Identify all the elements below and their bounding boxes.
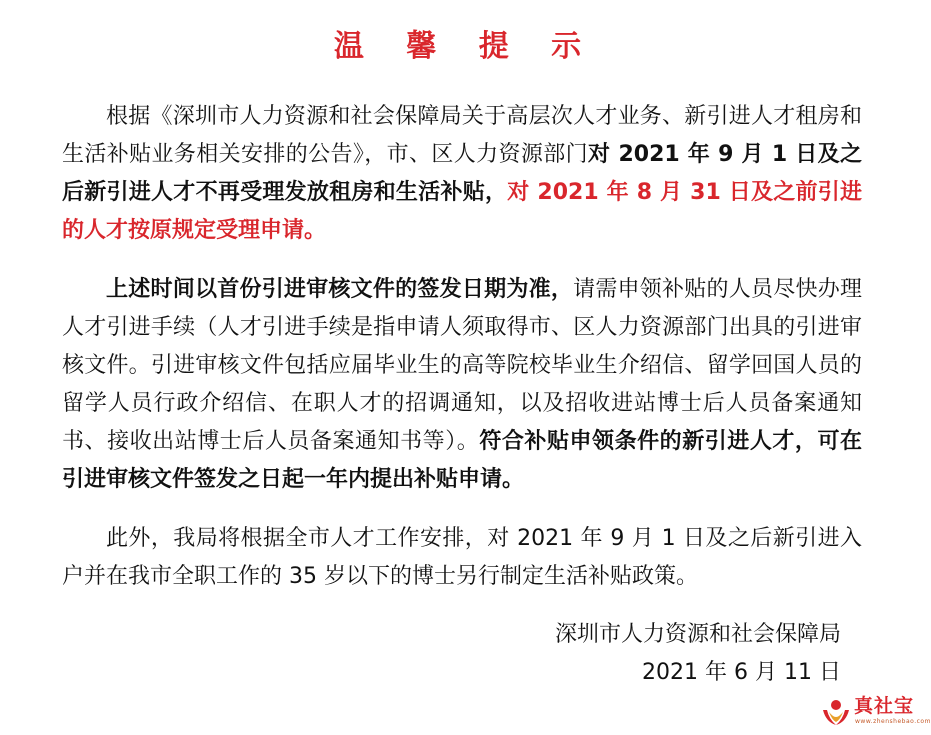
notice-title: 温 馨 提 示 <box>333 29 598 64</box>
hands-logo-icon <box>820 696 852 728</box>
signature-organization: 深圳市人力资源和社会保障局 <box>554 622 841 647</box>
paragraph-highlight-text: 对 2021 年 8 月 31 日及之前引进的人才按原规定受理申请。 <box>62 180 862 243</box>
signature-date: 2021 年 6 月 11 日 <box>642 660 841 685</box>
paragraph-doctor-policy: 此外，我局将根据全市人才工作安排，对 2021 年 9 月 1 日及之后新引进入户并在我市全职工作的 35 岁以下的博士另行制定生活补贴政策。 <box>62 526 862 589</box>
paragraph-text: 根据《深圳市人力资源和社会保障局关于高层次人才业务、新引进人才租房和生活补贴业务相关安排的公告》，市、区人力资源部门 <box>62 104 862 167</box>
paragraph-bold-text: 符合补贴申领条件的新引进人才，可在引进审核文件签发之日起一年内提出补贴申请。 <box>62 429 862 492</box>
watermark-logo <box>820 694 931 732</box>
paragraph-text: 请需申领补贴的人员尽快办理人才引进手续（人才引进手续是指申请人须取得市、区人力资源部门出具的引进审核文件。引进审核文件包括应届毕业生的高等院校毕业生介绍信、留学回国人员的留学人员行政介绍信、在职人才的招调通知，以及招收进站博士后人员备案通知书、接收出站博士后人员备案通知书等）。 <box>62 277 862 454</box>
paragraph-bold-text: 对 2021 年 9 月 1 日及之后新引进人才不再受理发放租房和生活补贴， <box>62 142 862 205</box>
watermark-text: 真社宝 <box>854 695 915 717</box>
paragraph-date-rule <box>62 271 862 499</box>
paragraph-bold-text: 上述时间以首份引进审核文件的签发日期为准， <box>106 277 574 302</box>
paragraph-announcement <box>62 98 862 250</box>
watermark-url: www.zhenshebao.com <box>855 718 931 725</box>
notice-body <box>62 98 862 596</box>
